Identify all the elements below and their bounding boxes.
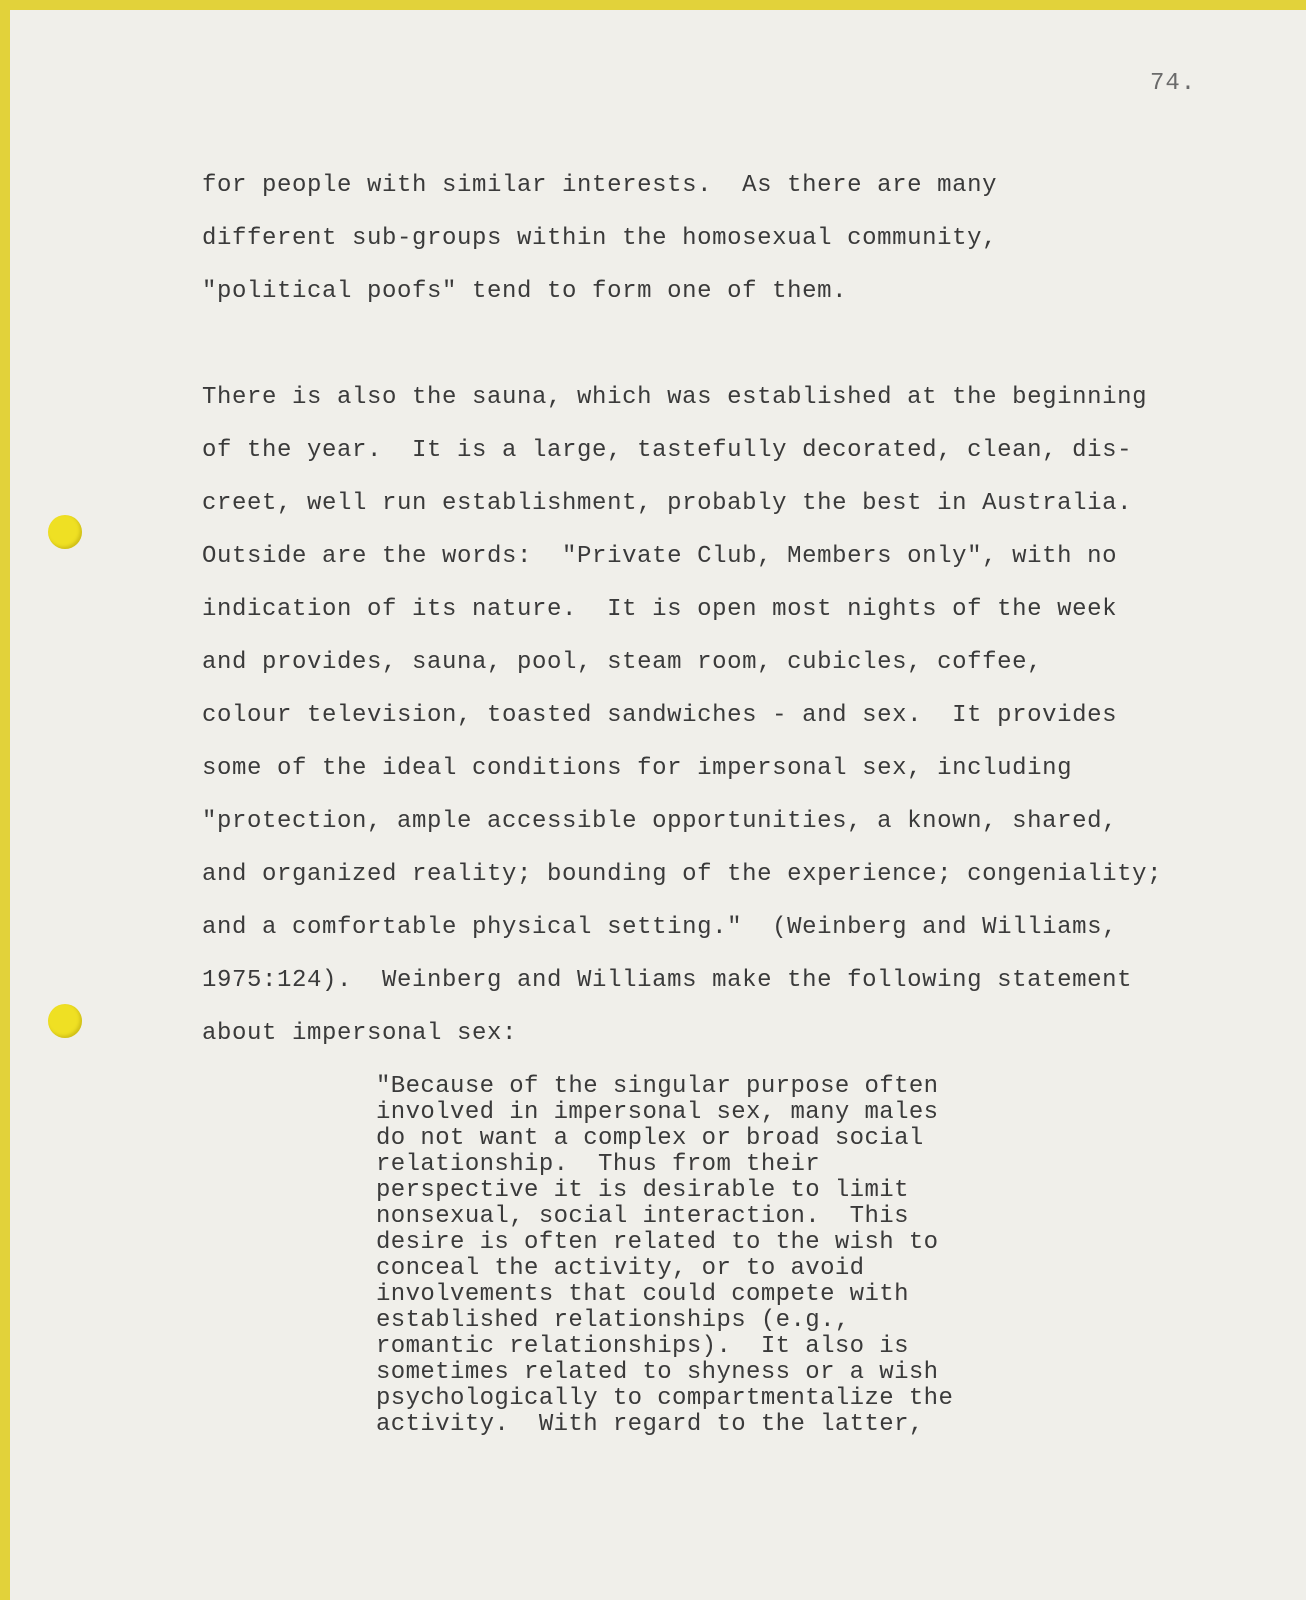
page-number: 74. xyxy=(1150,70,1197,97)
binder-hole-top xyxy=(48,515,82,549)
text-line: and a comfortable physical setting." (Weinberg and Williams, xyxy=(202,914,1118,941)
text-line: indication of its nature. It is open most nights of the week xyxy=(202,596,1118,623)
text-line: different sub-groups within the homosexual community, xyxy=(202,225,998,252)
text-line: "protection, ample accessible opportunities, a known, shared, xyxy=(202,808,1118,835)
text-line: for people with similar interests. As there are many xyxy=(202,172,998,199)
text-line: about impersonal sex: xyxy=(202,1020,518,1047)
quote-line: "Because of the singular purpose often xyxy=(376,1073,939,1100)
text-line: and provides, sauna, pool, steam room, cubicles, coffee, xyxy=(202,649,1043,676)
text-line: of the year. It is a large, tastefully decorated, clean, dis- xyxy=(202,437,1133,464)
quote-line: activity. With regard to the latter, xyxy=(376,1411,924,1438)
text-line: 1975:124). Weinberg and Williams make the following statement xyxy=(202,967,1133,994)
quote-line: established relationships (e.g., xyxy=(376,1307,850,1334)
quote-line: involved in impersonal sex, many males xyxy=(376,1099,939,1126)
binder-hole-bottom xyxy=(48,1004,82,1038)
quote-line: desire is often related to the wish to xyxy=(376,1229,939,1256)
quote-line: relationship. Thus from their xyxy=(376,1151,821,1178)
quote-line: romantic relationships). It also is xyxy=(376,1333,909,1360)
text-line: There is also the sauna, which was established at the beginning xyxy=(202,384,1148,411)
text-line: colour television, toasted sandwiches - and sex. It provides xyxy=(202,702,1118,729)
text-line: creet, well run establishment, probably the best in Australia. xyxy=(202,490,1133,517)
text-line: Outside are the words: "Private Club, Members only", with no xyxy=(202,543,1118,570)
quote-line: psychologically to compartmentalize the xyxy=(376,1385,954,1412)
quote-line: involvements that could compete with xyxy=(376,1281,909,1308)
quote-line: nonsexual, social interaction. This xyxy=(376,1203,909,1230)
quote-line: do not want a complex or broad social xyxy=(376,1125,924,1152)
quote-line: perspective it is desirable to limit xyxy=(376,1177,909,1204)
text-line: "political poofs" tend to form one of them. xyxy=(202,278,848,305)
quote-line: sometimes related to shyness or a wish xyxy=(376,1359,939,1386)
text-line: and organized reality; bounding of the experience; congeniality; xyxy=(202,861,1163,888)
quote-line: conceal the activity, or to avoid xyxy=(376,1255,865,1282)
text-line: some of the ideal conditions for impersonal sex, including xyxy=(202,755,1073,782)
document-page xyxy=(10,10,1306,1600)
